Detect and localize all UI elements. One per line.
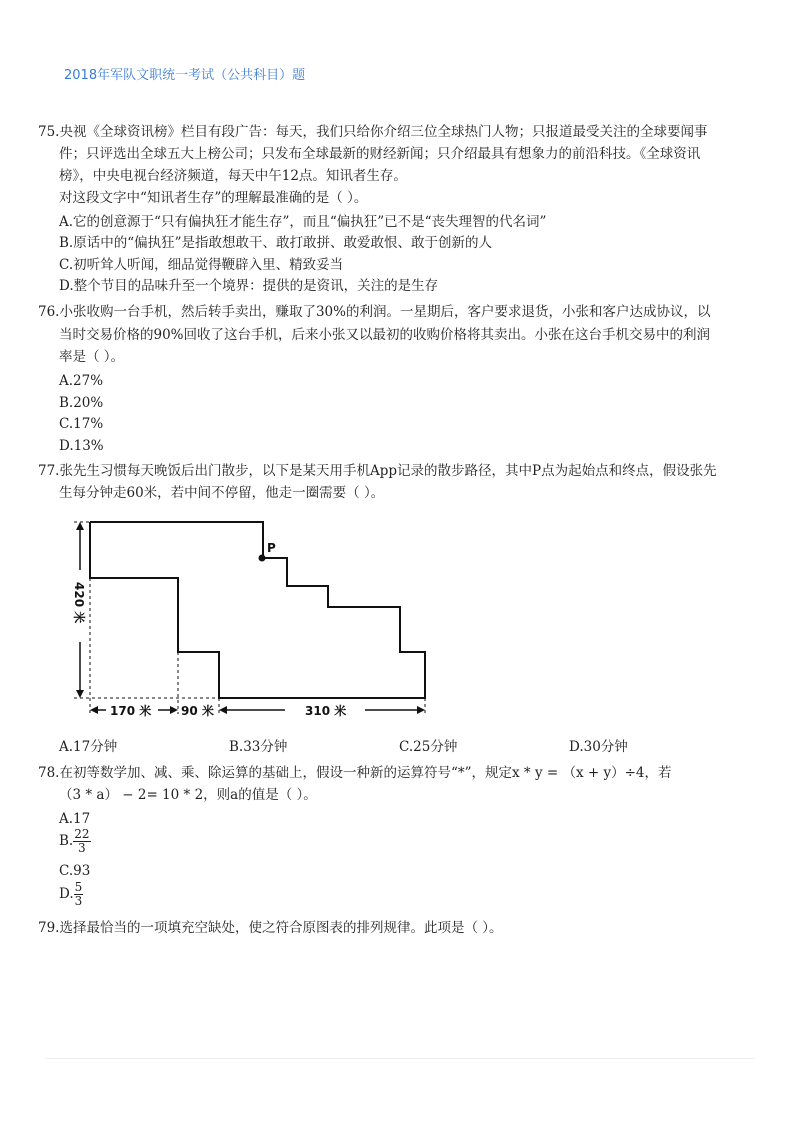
walking-path-outline — [90, 522, 425, 698]
start-point-marker — [259, 555, 266, 562]
question-text-line: 77.张先生习惯每天晚饭后出门散步，以下是某天用手机App记录的散步路径，其中P点为起始点和终点，假设张先 — [38, 463, 717, 479]
option-d: D.整个节目的品味升至一个境界：提供的是资讯，关注的是生存 — [59, 278, 439, 294]
option-c: C.25分钟 — [399, 739, 458, 755]
question-prompt: 生每分钟走60米，若中间不停留，他走一圈需要（ ）。 — [59, 485, 385, 501]
question-text-line: 78.在初等数学加、减、乘、除运算的基础上，假设一种新的运算符号“*”，规定x * y = （x + y）÷4，若 — [38, 765, 672, 781]
fraction-numerator: 5 — [74, 880, 83, 894]
question-text-line: 当时交易价格的90%回收了这台手机，后来小张又以最初的收购价格将其卖出。小张在这台手机交易中的利润 — [59, 327, 711, 343]
width-arrowhead-1b-icon — [170, 706, 178, 714]
option-a: A.它的创意源于“只有偏执狂才能生存”，而且“偏执狂”已不是“丧失理智的代名词” — [59, 214, 547, 230]
height-label: 420 米 — [72, 582, 86, 624]
question-prompt: （3 * a） − 2= 10 * 2，则a的值是（ ）。 — [59, 787, 317, 803]
option-a: A.27% — [59, 373, 104, 389]
height-arrowhead-up-icon — [76, 522, 84, 530]
width2-label: 90 米 — [181, 704, 214, 718]
width3-label: 310 米 — [305, 704, 347, 718]
height-arrowhead-down-icon — [76, 690, 84, 698]
question-text-line: 75.央视《全球资讯榜》栏目有段广告：每天，我们只给你介绍三位全球热门人物；只报道最受关注的全球要闻事 — [38, 124, 708, 140]
option-a: A.17 — [59, 811, 91, 827]
option-b-prefix: B. — [59, 833, 74, 849]
fraction-denominator: 3 — [74, 894, 83, 908]
option-c: C.93 — [59, 863, 91, 879]
option-d: D.30分钟 — [569, 739, 628, 755]
option-d-prefix: D. — [59, 886, 74, 902]
width-arrowhead-3a-icon — [219, 706, 227, 714]
option-c: C.17% — [59, 416, 104, 432]
question-text-line: 件；只评选出全球五大上榜公司；只发布全球最新的财经新闻；只介绍最具有想象力的前沿科技。《全球资讯 — [59, 146, 701, 162]
width1-label: 170 米 — [110, 704, 152, 718]
start-point-label: P — [267, 541, 276, 555]
option-b: B.原话中的“偏执狂”是指敢想敢干、敢打敢拼、敢爱敢恨、敢于创新的人 — [59, 235, 493, 251]
option-c: C.初听耸人听闻，细品觉得鞭辟入里、精致妥当 — [59, 257, 344, 273]
option-a: A.17分钟 — [59, 739, 118, 755]
option-b: B.20% — [59, 395, 104, 411]
option-d: D.13% — [59, 438, 104, 454]
question-prompt: 率是（ ）。 — [59, 349, 125, 365]
fraction-denominator: 3 — [78, 841, 86, 855]
question-text-line: 榜》，中央电视台经济频道，每天中午12点。知讯者生存。 — [59, 168, 407, 184]
page-header-title: 2018年军队文职统一考试（公共科目）题 — [64, 68, 306, 83]
fraction-5-3 — [74, 881, 84, 908]
question-79: 79.选择最恰当的一项填充空缺处，使之符合原图表的排列规律。此项是（ ）。 — [38, 920, 503, 936]
option-d — [59, 881, 83, 908]
width-arrowhead-1-icon — [90, 706, 98, 714]
width-arrowhead-3b-icon — [417, 706, 425, 714]
question-text-line: 76.小张收购一台手机，然后转手卖出，赚取了30%的利润。一星期后，客户要求退货，小张和客户达成协议，以 — [38, 304, 711, 320]
footer-divider — [45, 1058, 755, 1059]
fraction-numerator: 22 — [74, 827, 90, 841]
question-prompt: 对这段文字中“知讯者生存”的理解最准确的是（ ）。 — [59, 190, 368, 206]
fraction-22-3 — [73, 828, 90, 855]
option-b: B.33分钟 — [229, 739, 288, 755]
option-b — [59, 828, 91, 855]
